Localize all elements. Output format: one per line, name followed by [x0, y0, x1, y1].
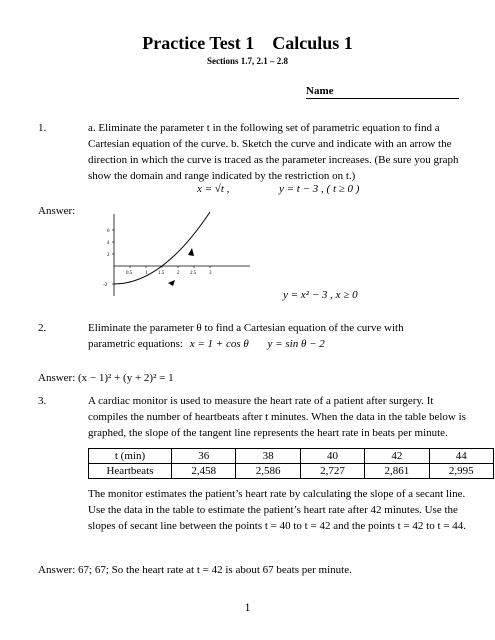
question-2-answer: Answer: (x − 1)² + (y + 2)² = 1: [38, 372, 174, 384]
name-underline: [306, 98, 459, 99]
table-cell: 2,586: [236, 464, 300, 479]
graph-y-tick: 2: [107, 253, 110, 258]
question-1-number: 1.: [38, 122, 47, 134]
question-1-answer-label: Answer:: [38, 205, 76, 217]
table-cell: 42: [365, 449, 429, 464]
page-number: 1: [244, 600, 251, 614]
table-cell: 38: [236, 449, 300, 464]
graph-x-tick: 1.5: [158, 271, 165, 276]
graph-y-tick: -2: [103, 283, 108, 288]
question-2-number: 2.: [38, 322, 47, 334]
question-2-text: Eliminate the parameter θ to find a Cartesian equation of the curve with: [88, 322, 404, 334]
graph-y-tick: 4: [107, 241, 110, 246]
table-row: [89, 449, 494, 464]
table-cell: 44: [429, 449, 493, 464]
graph-x-tick: 3: [209, 271, 212, 276]
page-title: Practice Test 1 Calculus 1: [142, 33, 353, 53]
graph-y-tick: 6: [107, 229, 110, 234]
graph-x-tick: 0.5: [126, 271, 133, 276]
graph-x-tick: 1: [145, 271, 148, 276]
graph-x-tick: 2: [177, 271, 180, 276]
question-1-graph: [100, 210, 260, 300]
table-cell: 40: [300, 449, 364, 464]
question-3-text: A cardiac monitor is used to measure the heart rate of a patient after surgery. It compiles the number of heartbeats after t minutes. When the data in the table below is graphed, the slope of the tangent line represents the heart rate in beats per minute.: [88, 395, 466, 439]
table-cell: 2,727: [300, 464, 364, 479]
table-cell: Heartbeats: [89, 464, 172, 479]
table-cell: 36: [172, 449, 236, 464]
question-2-text-line2: [88, 336, 325, 352]
question-2-eq-1: x = 1 + cos θ: [189, 338, 249, 350]
question-1-text: a. Eliminate the parameter t in the following set of parametric equation to find a Cartesian equation of the curve. b. Sketch the curve and indicate with an arrow the direction in which the curve is traced as the parameter increases. (Be sure you graph show the domain and range indicated by the restriction on t.): [88, 122, 459, 182]
table-cell: 2,995: [429, 464, 493, 479]
heartbeat-table: [88, 448, 494, 479]
graph-direction-arrow: [188, 248, 194, 256]
question-1-answer-eq: y = x² − 3 , x ≥ 0: [283, 289, 358, 301]
graph-x-tick: 2.5: [190, 271, 197, 276]
page-subtitle: Sections 1.7, 2.1 – 2.8: [207, 56, 288, 66]
question-3-number: 3.: [38, 395, 47, 407]
question-2-eq-2: y = sin θ − 2: [267, 338, 325, 350]
graph-direction-arrow: [168, 280, 175, 286]
table-cell: 2,861: [365, 464, 429, 479]
table-cell: 2,458: [172, 464, 236, 479]
name-label: Name: [306, 85, 334, 97]
table-cell: t (min): [89, 449, 172, 464]
table-row: [89, 464, 494, 479]
question-1-eq-y: y = t − 3 , ( t ≥ 0 ): [279, 183, 360, 195]
question-3-text-2: The monitor estimates the patient’s heart rate by calculating the slope of a secant line. Use the data in the table to estimate the patient’s heart rate after 42 minutes. Use the slopes of secant line between the points t = 40 to t = 42 and the points t = 42 to t = 44.: [88, 488, 466, 532]
question-1-eq-x: x = √t ,: [197, 183, 230, 195]
question-2-prefix: parametric equations:: [88, 338, 183, 350]
question-3-answer: Answer: 67; 67; So the heart rate at t = 42 is about 67 beats per minute.: [38, 564, 352, 576]
